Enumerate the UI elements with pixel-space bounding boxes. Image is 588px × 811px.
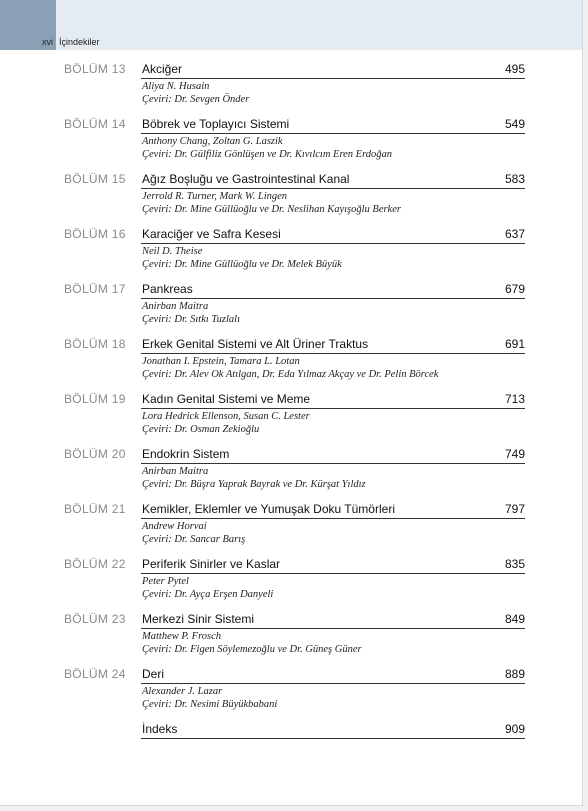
chapter-title: Böbrek ve Toplayıcı Sistemi bbox=[142, 117, 290, 131]
chapter-label: BÖLÜM 17 bbox=[64, 282, 126, 296]
chapter-title-row[interactable] bbox=[141, 612, 525, 629]
chapter-authors: Neil D. Theise bbox=[142, 246, 203, 257]
chapter-translators: Çeviri: Dr. Osman Zekioğlu bbox=[142, 424, 260, 435]
chapter-page-number: 495 bbox=[504, 62, 525, 76]
chapter-title: Akciğer bbox=[142, 62, 183, 76]
chapter-authors: Anirban Maitra bbox=[142, 466, 209, 477]
chapter-title-row[interactable] bbox=[141, 502, 525, 519]
chapter-title-row[interactable] bbox=[141, 447, 525, 464]
chapter-title-row[interactable] bbox=[141, 172, 525, 189]
chapter-title-row[interactable] bbox=[141, 557, 525, 574]
chapter-label: BÖLÜM 23 bbox=[64, 612, 126, 626]
chapter-label: BÖLÜM 14 bbox=[64, 117, 126, 131]
chapter-title-row[interactable] bbox=[141, 227, 525, 244]
chapter-authors: Peter Pytel bbox=[142, 576, 189, 587]
chapter-label: BÖLÜM 24 bbox=[64, 667, 126, 681]
chapter-page-number: 835 bbox=[504, 557, 525, 571]
chapter-title-row[interactable] bbox=[141, 337, 525, 354]
chapter-authors: Alexander J. Lazar bbox=[142, 686, 223, 697]
chapter-authors: Aliya N. Husain bbox=[142, 81, 210, 92]
chapter-translators: Çeviri: Dr. Figen Söylemezoğlu ve Dr. Güneş Güner bbox=[142, 644, 362, 655]
chapter-translators: Çeviri: Dr. Sancar Barış bbox=[142, 534, 246, 545]
chapter-authors: Jerrold R. Turner, Mark W. Lingen bbox=[142, 191, 288, 202]
chapter-page-number: 583 bbox=[504, 172, 525, 186]
chapter-translators: Çeviri: Dr. Mine Güllüoğlu ve Dr. Neslihan Kayışoğlu Berker bbox=[142, 204, 401, 215]
chapter-title: Erkek Genital Sistemi ve Alt Üriner Traktus bbox=[142, 337, 369, 351]
chapter-label: BÖLÜM 21 bbox=[64, 502, 126, 516]
chapter-translators: Çeviri: Dr. Ayça Erşen Danyeli bbox=[142, 589, 274, 600]
chapter-page-number: 679 bbox=[504, 282, 525, 296]
running-header bbox=[42, 37, 100, 47]
index-title: İndeks bbox=[142, 722, 178, 736]
index-row[interactable] bbox=[141, 722, 525, 739]
toc-entry bbox=[0, 502, 582, 557]
chapter-title-row[interactable] bbox=[141, 392, 525, 409]
toc-entry bbox=[0, 667, 582, 722]
chapter-label: BÖLÜM 20 bbox=[64, 447, 126, 461]
chapter-label: BÖLÜM 22 bbox=[64, 557, 126, 571]
chapter-title: Merkezi Sinir Sistemi bbox=[142, 612, 255, 626]
toc-entry bbox=[0, 337, 582, 392]
chapter-label: BÖLÜM 13 bbox=[64, 62, 126, 76]
toc-entry bbox=[0, 612, 582, 667]
chapter-title-row[interactable] bbox=[141, 282, 525, 299]
chapter-label: BÖLÜM 16 bbox=[64, 227, 126, 241]
chapter-title: Ağız Boşluğu ve Gastrointestinal Kanal bbox=[142, 172, 350, 186]
chapter-page-number: 889 bbox=[504, 667, 525, 681]
chapter-title: Pankreas bbox=[142, 282, 193, 296]
chapter-page-number: 749 bbox=[504, 447, 525, 461]
chapter-authors: Matthew P. Frosch bbox=[142, 631, 222, 642]
chapter-page-number: 849 bbox=[504, 612, 525, 626]
chapter-translators: Çeviri: Dr. Sıtkı Tuzlalı bbox=[142, 314, 241, 325]
chapter-authors: Andrew Horvai bbox=[142, 521, 207, 532]
chapter-title: Karaciğer ve Safra Kesesi bbox=[142, 227, 281, 241]
toc-entry bbox=[0, 447, 582, 502]
header-page-number: xvi bbox=[42, 37, 53, 47]
chapter-title: Periferik Sinirler ve Kaslar bbox=[142, 557, 281, 571]
chapter-title: Kadın Genital Sistemi ve Meme bbox=[142, 392, 311, 406]
chapter-page-number: 713 bbox=[504, 392, 525, 406]
chapter-authors: Anirban Maitra bbox=[142, 301, 209, 312]
chapter-title-row[interactable] bbox=[141, 62, 525, 79]
header-title: İçindekiler bbox=[59, 37, 100, 47]
chapter-authors: Lora Hedrick Ellenson, Susan C. Lester bbox=[142, 411, 310, 422]
toc-entry bbox=[0, 282, 582, 337]
chapter-authors: Jonathan I. Epstein, Tamara L. Lotan bbox=[142, 356, 300, 367]
chapter-title: Deri bbox=[142, 667, 165, 681]
chapter-label: BÖLÜM 15 bbox=[64, 172, 126, 186]
chapter-title-row[interactable] bbox=[141, 667, 525, 684]
chapter-translators: Çeviri: Dr. Mine Güllüoğlu ve Dr. Melek Büyük bbox=[142, 259, 342, 270]
chapter-translators: Çeviri: Dr. Gülfiliz Gönlüşen ve Dr. Kıvılcım Eren Erdoğan bbox=[142, 149, 393, 160]
chapter-translators: Çeviri: Dr. Büşra Yaprak Bayrak ve Dr. Kürşat Yıldız bbox=[142, 479, 366, 490]
toc-entry bbox=[0, 172, 582, 227]
toc-entry bbox=[0, 117, 582, 172]
chapter-page-number: 549 bbox=[504, 117, 525, 131]
chapter-title: Endokrin Sistem bbox=[142, 447, 230, 461]
toc-entry bbox=[0, 392, 582, 447]
chapter-page-number: 797 bbox=[504, 502, 525, 516]
chapter-label: BÖLÜM 18 bbox=[64, 337, 126, 351]
chapter-title: Kemikler, Eklemler ve Yumuşak Doku Tümörleri bbox=[142, 502, 395, 516]
toc-entry bbox=[0, 62, 582, 117]
chapter-translators: Çeviri: Dr. Sevgen Önder bbox=[142, 94, 250, 105]
chapter-page-number: 637 bbox=[504, 227, 525, 241]
chapter-authors: Anthony Chang, Zoltan G. Laszik bbox=[142, 136, 283, 147]
chapter-page-number: 691 bbox=[504, 337, 525, 351]
chapter-translators: Çeviri: Dr. Alev Ok Atılgan, Dr. Eda Yılmaz Akçay ve Dr. Pelin Börcek bbox=[142, 369, 439, 380]
toc-entry bbox=[0, 227, 582, 282]
chapter-translators: Çeviri: Dr. Nesimi Büyükbabani bbox=[142, 699, 278, 710]
table-of-contents bbox=[0, 62, 582, 736]
chapter-title-row[interactable] bbox=[141, 117, 525, 134]
chapter-label: BÖLÜM 19 bbox=[64, 392, 126, 406]
toc-entry bbox=[0, 557, 582, 612]
index-page-number: 909 bbox=[504, 722, 525, 736]
